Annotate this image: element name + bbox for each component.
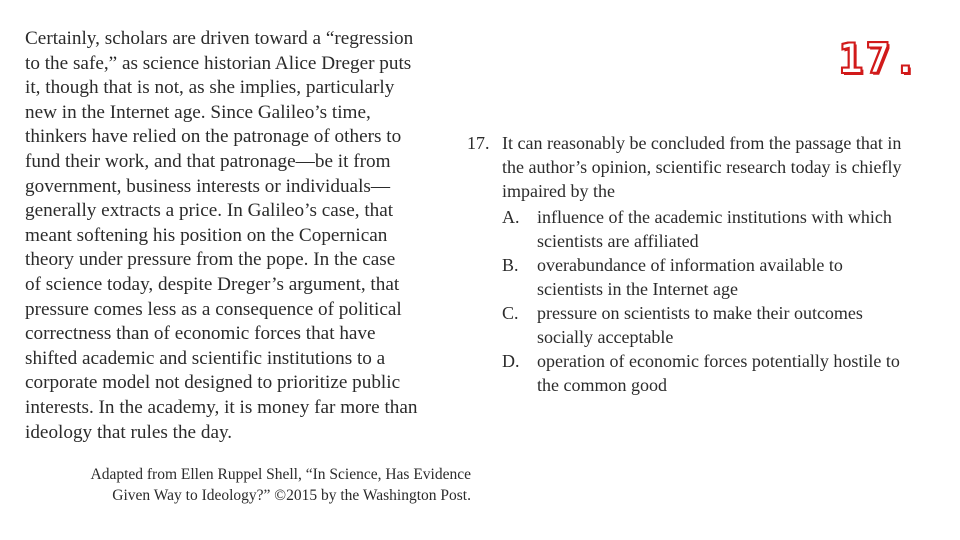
passage-line: meant softening his position on the Copernican — [25, 224, 388, 246]
option-b[interactable] — [502, 253, 952, 301]
option-line: scientists are affiliated — [537, 231, 699, 251]
option-line: the common good — [537, 375, 667, 395]
passage-line: interests. In the academy, it is money far more than — [25, 396, 418, 418]
question-number: 17. — [467, 133, 490, 153]
passage-line: thinkers have relied on the patronage of others to — [25, 126, 402, 148]
option-line: pressure on scientists to make their outcomes — [537, 303, 863, 323]
passage-line: government, business interests or individuals— — [25, 175, 391, 197]
option-c[interactable] — [502, 301, 952, 349]
option-a[interactable] — [502, 205, 952, 253]
question-stem — [502, 131, 902, 203]
option-letter: C. — [502, 303, 519, 323]
passage-line: pressure comes less as a consequence of political — [25, 298, 402, 320]
option-letter: B. — [502, 255, 519, 275]
stem-line: impaired by the — [502, 181, 615, 201]
stem-line: It can reasonably be concluded from the passage that in — [502, 133, 902, 153]
passage-line: generally extracts a price. In Galileo’s case, that — [25, 200, 394, 222]
option-text — [537, 253, 952, 301]
reading-passage — [25, 27, 475, 445]
stem-line: the author’s opinion, scientific research today is chiefly — [502, 157, 902, 177]
answer-options — [502, 205, 952, 397]
citation-line: Adapted from Ellen Ruppel Shell, “In Science, Has Evidence — [90, 466, 471, 483]
option-d[interactable] — [502, 349, 952, 397]
option-line: influence of the academic institutions with which — [537, 207, 892, 227]
citation-line: Given Way to Ideology?” ©2015 by the Washington Post. — [112, 487, 471, 504]
option-letter: A. — [502, 207, 520, 227]
passage-line: theory under pressure from the pope. In the case — [25, 249, 396, 271]
option-text — [537, 205, 952, 253]
slide-number: 17. — [838, 34, 920, 83]
passage-line: shifted academic and scientific institutions to a — [25, 347, 386, 369]
passage-line: ideology that rules the day. — [25, 421, 233, 443]
option-line: socially acceptable — [537, 327, 674, 347]
passage-line: new in the Internet age. Since Galileo’s time, — [25, 101, 371, 123]
option-letter: D. — [502, 351, 520, 371]
passage-line: to the safe,” as science historian Alice Dreger puts — [25, 52, 412, 74]
passage-line: Certainly, scholars are driven toward a “regression — [25, 28, 414, 49]
passage-line: corporate model not designed to prioritize public — [25, 372, 401, 394]
source-citation — [25, 464, 471, 506]
option-text — [537, 301, 952, 349]
option-line: operation of economic forces potentially hostile to — [537, 351, 900, 371]
option-text — [537, 349, 952, 397]
passage-line: it, though that is not, as she implies, particularly — [25, 77, 395, 99]
option-line: scientists in the Internet age — [537, 279, 738, 299]
option-line: overabundance of information available to — [537, 255, 843, 275]
passage-line: fund their work, and that patronage—be it from — [25, 150, 391, 172]
passage-line: of science today, despite Dreger’s argument, that — [25, 273, 400, 295]
passage-line: correctness than of economic forces that have — [25, 323, 376, 345]
